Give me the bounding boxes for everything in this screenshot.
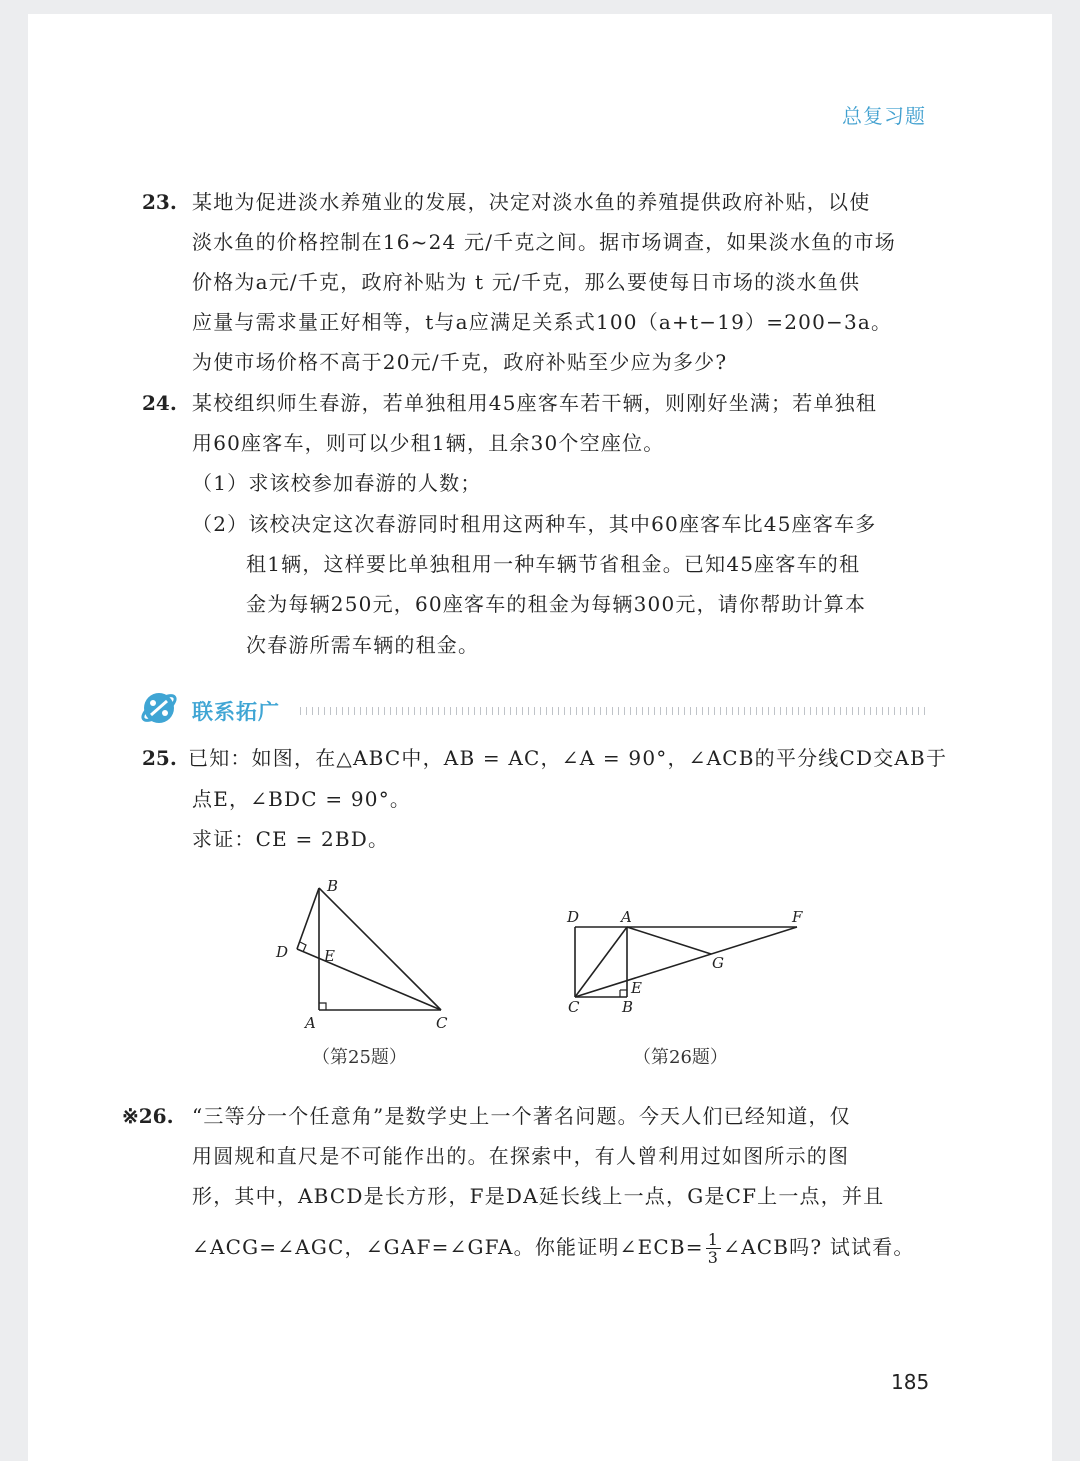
fig26-label-B: B bbox=[622, 998, 634, 1016]
problem-23-number: 23. bbox=[142, 190, 177, 214]
segment-CF bbox=[575, 927, 797, 997]
figure-26 bbox=[555, 900, 815, 1020]
problem-25-line-2: 点E，∠BDC = 90°。 bbox=[192, 787, 412, 811]
problem-24-sub-2-line-1: （2）该校决定这次春游同时租用这两种车，其中60座客车比45座客车多 bbox=[192, 512, 877, 536]
problem-23-line-3: 价格为a元/千克，政府补贴为 t 元/千克，那么要使每日市场的淡水鱼供 bbox=[192, 270, 861, 294]
figure-25-caption: （第25题） bbox=[312, 1047, 407, 1068]
fig26-label-E: E bbox=[631, 979, 642, 997]
fig25-label-C: C bbox=[436, 1014, 448, 1032]
problem-24-sub-2-line-3: 金为每辆250元，60座客车的租金为每辆300元，请你帮助计算本 bbox=[246, 592, 867, 616]
problem-25-line-3: 求证：CE = 2BD。 bbox=[192, 827, 390, 851]
problem-24-sub-2-line-2: 租1辆，这样要比单独租用一种车辆节省租金。已知45座客车的租 bbox=[246, 552, 861, 576]
section-title: 联系拓广 bbox=[192, 700, 280, 724]
fig26-label-F: F bbox=[792, 908, 803, 926]
fig26-label-C: C bbox=[568, 998, 580, 1016]
fig26-label-G: G bbox=[712, 954, 724, 972]
problem-23-line-4: 应量与需求量正好相等，t与a应满足关系式100（a+t−19）=200−3a。 bbox=[192, 310, 893, 334]
problem-24-line-2: 用60座客车，则可以少租1辆，且余30个空座位。 bbox=[192, 431, 665, 455]
section-dotted-rule bbox=[300, 707, 930, 715]
fig25-label-B: B bbox=[327, 877, 339, 895]
right-angle-A bbox=[319, 1003, 326, 1010]
problem-24-sub-2-line-4: 次春游所需车辆的租金。 bbox=[246, 633, 480, 657]
segment-BC bbox=[319, 888, 441, 1010]
fig25-label-D: D bbox=[276, 943, 289, 961]
segment-AG bbox=[627, 927, 711, 954]
problem-26-line-2: 用圆规和直尺是不可能作出的。在探索中，有人曾利用过如图所示的图 bbox=[192, 1144, 850, 1168]
problem-23-line-2: 淡水鱼的价格控制在16~24 元/千克之间。据市场调查，如果淡水鱼的市场 bbox=[192, 230, 896, 254]
problem-23-line-1: 某地为促进淡水养殖业的发展，决定对淡水鱼的养殖提供政府补贴，以使 bbox=[192, 190, 871, 214]
section-link-icon bbox=[140, 690, 178, 726]
problem-25-line-1: 已知：如图，在△ABC中，AB = AC，∠A = 90°，∠ACB的平分线CD交AB于 bbox=[188, 746, 948, 770]
segment-BD bbox=[297, 888, 319, 949]
fig25-label-E: E bbox=[324, 947, 335, 965]
problem-26-line-4-end: ∠ACB吗? 试试看。 bbox=[723, 1235, 915, 1259]
problem-24-sub-1: （1）求该校参加春游的人数； bbox=[192, 471, 482, 495]
figure-26-caption: （第26题） bbox=[633, 1047, 728, 1068]
problem-26-line-3: 形，其中，ABCD是长方形，F是DA延长线上一点，G是CF上一点，并且 bbox=[192, 1184, 885, 1208]
problem-26-line-4 bbox=[192, 1222, 915, 1272]
problem-24-line-1: 某校组织师生春游，若单独租用45座客车若干辆，则刚好坐满；若单独租 bbox=[192, 391, 878, 415]
page-header-title: 总复习题 bbox=[842, 104, 926, 128]
fig26-label-A: A bbox=[621, 908, 632, 926]
problem-23-line-5: 为使市场价格不高于20元/千克，政府补贴至少应为多少? bbox=[192, 350, 728, 374]
figure-25 bbox=[270, 872, 460, 1037]
fig25-label-A: A bbox=[305, 1014, 316, 1032]
fig26-label-D: D bbox=[567, 908, 580, 926]
fraction-one-third bbox=[706, 1231, 721, 1266]
problem-25-number: 25. bbox=[142, 746, 177, 770]
problem-26-line-4-start: ∠ACG=∠AGC，∠GAF=∠GFA。你能证明∠ECB= bbox=[192, 1235, 704, 1259]
fraction-numerator: 1 bbox=[707, 1230, 720, 1249]
problem-26-line-1: “三等分一个任意角”是数学史上一个著名问题。今天人们已经知道，仅 bbox=[192, 1104, 851, 1128]
problem-26-number: ※26. bbox=[122, 1104, 174, 1128]
fraction-denominator: 3 bbox=[707, 1248, 720, 1267]
segment-CA bbox=[575, 927, 627, 997]
page-number: 185 bbox=[891, 1370, 930, 1394]
problem-24-number: 24. bbox=[142, 391, 177, 415]
